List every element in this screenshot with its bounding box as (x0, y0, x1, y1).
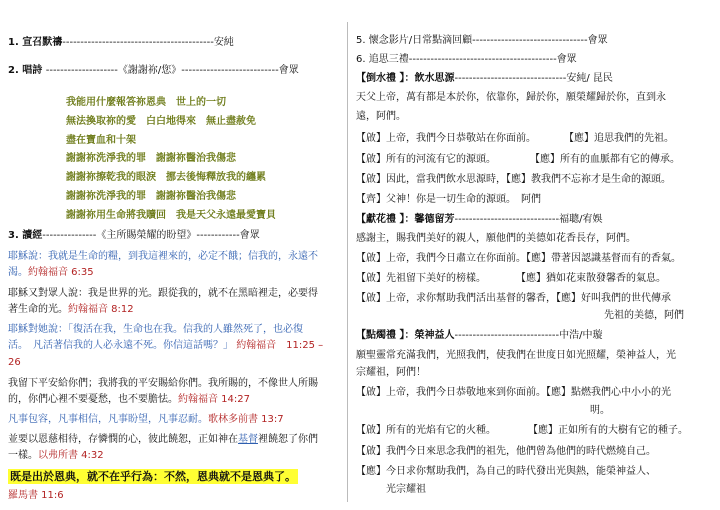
dash-leader: -------------------- (45, 65, 118, 76)
rite-title: 【獻花禮 】：馨德留芳 (356, 214, 455, 225)
lyric-line: 我能用什麼報答祢恩典 世上的一切 (66, 97, 226, 108)
verse-line (8, 393, 250, 406)
verse-reference: 歌林多前書 13:7 (208, 414, 284, 425)
verse-text: 一樣。 (8, 450, 38, 461)
verse-text: 裡饒恕了你們 (258, 434, 318, 445)
verse-text: 的，你們心裡不要憂愁，也不要膽怯。 (8, 394, 178, 405)
leader-name: 會眾 (278, 65, 299, 76)
litany-line: 【啟】因此，當我們飲水思源時，【應】教我們不忘祢才是生命的源頭。 (356, 174, 671, 185)
verse-text: 並要以恩慈相待，存憐憫的心，彼此饒恕，正如神在 (8, 434, 238, 445)
litany-call: 【啟】上帝，我們今日恭敬站在你面前。 (356, 133, 536, 144)
litany-line: 【應】今日求你幫助我們，為自己的時代發出光與熱，能榮神益人、 (356, 466, 656, 477)
litany-call: 【啟】所有的光焰有它的火種。 (356, 425, 496, 436)
section-2-line (8, 64, 299, 77)
verse-line (8, 339, 323, 352)
section-number: 5. (356, 35, 366, 46)
verse-reference: 約翰福音 8:12 (68, 304, 134, 315)
lyric-line: 謝謝祢洗淨我的罪 謝謝祢醫治我傷悲 (66, 191, 236, 202)
verse-text: 耶穌說：我就是生命的糧，到我這裡來的，必定不餓；信我的，永遠不 (8, 251, 318, 262)
litany-line: 先祖的美德，阿們 (604, 310, 684, 321)
verse-line (8, 433, 318, 446)
verse-reference: 約翰福音 11:25 – (236, 340, 324, 351)
leader-name: 安純/ 昆民 (566, 73, 613, 84)
verse-text: 凡事包容，凡事相信，凡事盼望，凡事忍耐。 (8, 414, 208, 425)
section-title: 追思三禮 (368, 54, 409, 65)
verse-text: 我留下平安給你們；我將我的平安賜給你們。我所賜的，不像世人所賜 (8, 378, 318, 389)
litany-response: 【應】追思我們的先祖。 (564, 133, 674, 144)
dash-leader: --------------------------- (181, 65, 279, 76)
lyric-line: 謝謝祢擦乾我的眼淚 挪去後悔釋放我的纏累 (66, 172, 266, 183)
verse-reference: 26 (8, 357, 21, 368)
section-title: 唱詩 (22, 65, 43, 76)
litany-line: 【啟】先祖留下美好的榜樣。 【應】猶如花束散發馨香的氣息。 (356, 273, 666, 284)
dash-leader: -------------------------------- (472, 35, 588, 46)
section-number: 6. (356, 54, 366, 65)
rite-title: 【倒水禮 】：飲水思源 (356, 73, 455, 84)
verse-text: 耶穌對她說：「復活在我，生命也在我。信我的人雖然死了，也必復 (8, 324, 303, 335)
verse-text: 耶穌又對眾人說：我是世界的光。跟從我的，就不在黑暗裡走，必要得 (8, 288, 318, 299)
litany-line: 光宗耀祖 (386, 484, 426, 495)
verse-text: 活。 凡活著信我的人必永遠不死。你信這話嗎？」 (8, 340, 233, 351)
leader-name: 安純 (213, 37, 234, 48)
litany-line: 【齊】父神！你是一切生命的源頭。 阿們 (356, 194, 541, 205)
verse-line (8, 449, 104, 462)
verse-line (8, 266, 94, 279)
rite-text: 遠，阿們。 (356, 111, 406, 122)
highlighted-verse: 既是出於恩典，就不在乎行為：不然，恩典就不是恩典了。 (10, 470, 296, 483)
verse-text: 渴。 (8, 267, 28, 278)
lyric-line: 無法換取祢的愛 白白地得來 無止盡赦免 (66, 116, 256, 127)
leader-name: 會眾 (587, 35, 608, 46)
litany-line: 【啟】我們今日來思念我們的祖先，他們曾為他們的時代燃燒自己。 (356, 446, 656, 457)
section-6-line (356, 53, 577, 66)
rite-text: 感謝主，賜我們美好的親人，願他們的美德如花香長存，阿們。 (356, 233, 636, 244)
section-number: 3. (8, 230, 19, 241)
litany-line: 【啟】上帝，求你幫助我們活出基督的馨香，【應】好叫我們的世代傳承 (356, 293, 671, 304)
column-divider (347, 22, 348, 502)
verse-reference: 約翰福音 6:35 (28, 267, 94, 278)
lyric-line: 謝謝祢洗淨我的罪 謝謝祢醫治我傷悲 (66, 153, 236, 164)
litany-line: 【啟】上帝，我們今日恭敬地來到你面前。【應】點燃我們心中小小的光 (356, 387, 671, 398)
verse-line (8, 413, 284, 426)
litany-response: 【應】正如所有的大樹有它的種子。 (528, 425, 688, 436)
dash-leader: --------------- (42, 230, 97, 241)
reading-topic: 《主所賜榮耀的盼望》 (96, 230, 197, 241)
litany-call: 【啟】所有的河流有它的源頭。 (356, 154, 496, 165)
section-title: 讀經 (22, 230, 43, 241)
section-title: 宣召默禱 (22, 37, 63, 48)
rite-title: 【點燭禮 】：榮神益人 (356, 330, 455, 341)
rite-text: 天父上帝，萬有都是本於你，依靠你，歸於你，願榮耀歸於你，直到永 (356, 92, 666, 103)
light-rite-heading (356, 329, 603, 342)
section-5-line (356, 34, 608, 47)
verse-reference: 約翰福音 14:27 (178, 394, 250, 405)
flower-rite-heading (356, 213, 603, 226)
verse-text: 著生命的光。 (8, 304, 68, 315)
dash-leader: ------------------------------------------ (62, 37, 214, 48)
section-3-line (8, 229, 260, 242)
leader-name: 福聰/宥娛 (559, 214, 603, 225)
song-title: 《謝謝祢/您》 (117, 65, 182, 76)
verse-reference: 以弗所書 4:32 (38, 450, 104, 461)
water-rite-heading (356, 72, 613, 85)
litany-response: 【應】所有的血脈都有它的傳承。 (530, 154, 680, 165)
rite-text: 宗耀祖，阿們！ (356, 367, 426, 378)
rite-text: 願聖靈常充滿我們，光照我們，使我們在世度日如光照耀，榮神益人，光 (356, 350, 676, 361)
dash-leader: ------------------------------- (454, 73, 567, 84)
leader-name: 會眾 (556, 54, 577, 65)
section-title: 懷念影片/日常點滴回顧 (368, 35, 473, 46)
leader-name: 中浩/中璇 (559, 330, 603, 341)
litany-line: 【啟】上帝，我們今日肅立在你面前。【應】帶著因認識基督而有的香氣。 (356, 253, 681, 264)
lyric-line: 謝謝祢用生命將我贖回 我是天父永遠最愛寶貝 (66, 210, 276, 221)
section-number: 2. (8, 65, 19, 76)
christ-link[interactable]: 基督 (238, 434, 258, 445)
dash-leader: ----------------------------- (454, 214, 560, 225)
verse-line (8, 303, 134, 316)
dash-leader: ----------------------------- (454, 330, 560, 341)
dash-leader: ------------ (196, 230, 240, 241)
section-1-line (8, 36, 234, 49)
lyric-line: 盡在寶血和十架 (66, 135, 136, 146)
leader-name: 會眾 (239, 230, 260, 241)
litany-line (356, 132, 536, 145)
section-number: 1. (8, 37, 19, 48)
litany-line: 明。 (590, 405, 610, 416)
dash-leader: ----------------------------------------- (408, 54, 557, 65)
verse-reference: 羅馬書 11:6 (8, 490, 64, 501)
